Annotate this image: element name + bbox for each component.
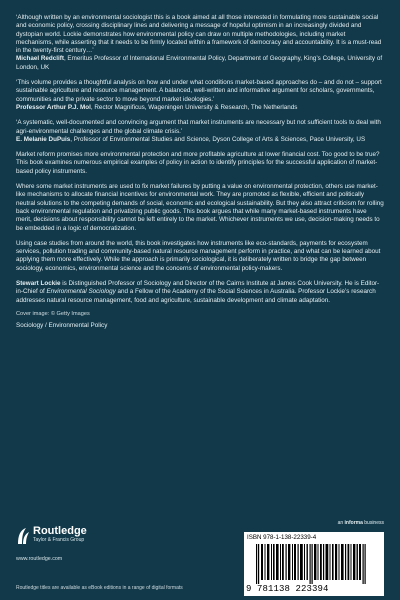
back-cover-footer [16, 520, 384, 600]
author-bio-text: is Distinguished Professor of Sociology and Director of the Cairns Institute at James Cook University. He is Editor-in-Chief of [16, 280, 380, 296]
author-name: Stewart Lockie [16, 280, 61, 288]
isbn-barcode-box [244, 532, 384, 596]
endorsement-quote: ‘Although written by an environmental sociologist this is a book aimed at all those interested in formulating more sustainable social and economic policy, crossing disciplinary lines and delivering a message of hopeful optimism in an increasingly divided and dystopian world. Lockie demonstrates how environmental policy can draw on multiple methodologies, including market mechanisms, while asserting that it needs to be firmly located within a framework of democracy and accountability. It is a must-read in the twenty-first century…’ [16, 14, 382, 55]
endorsement-quote: ‘This volume provides a thoughtful analysis on how and under what conditions market-based approaches do – and do not – support sustainable agriculture and resource management. A balanced, well-written and informative argument for scholars, governments, communities and the private sector to move beyond market ideologies.’ [16, 79, 382, 103]
publisher-logo-text [33, 526, 87, 543]
endorser-affiliation: , Professor of Environmental Studies and Science, Dyson College of Arts & Sciences, Pace University, US [70, 135, 366, 143]
cover-credit: Cover image: © Getty Images [16, 310, 90, 317]
author-bio-text: and a Fellow of the Academy of the Social Sciences in Australia. Professor Lockie’s research addresses natural resource management, food and agriculture, sustainable development and climate adaptation. [16, 288, 376, 304]
author-bio [16, 280, 384, 305]
description-paragraph: Using case studies from around the world, this book investigates how instruments like eco-standards, payments for ecosystem services, pollution trading and community-based natural resource management perform in practice, and what can be learned about applying them more effectively. While the approach is primarily sociological, it is deliberately written to bridge the gap between sociology, economics, environmental science and the concerns of environmental policy-makers. [16, 239, 381, 272]
informa-business-tag [338, 520, 384, 527]
ebook-footnote: Routledge titles are available as eBook editions in a range of digital formats [16, 585, 183, 591]
description-paragraph: Where some market instruments are used to fix market failures by putting a value on environmental protection, others use market-like mechanisms to allocate financial incentives for environmental work. They are promoted as flexible, efficient and politically neutral solutions to the competing demands of social, economic and ecological sustainability. But they also attract criticism for rolling back environmental regulation and privatizing public goods. This book argues that while many market-based instruments have merit, decisions about responsibility cannot be left entirely to the market. Whichever instruments we use, decision-making needs to be embedded in a logic of democratization. [16, 183, 384, 232]
endorsement-attribution [16, 104, 384, 112]
journal-title: Environmental Sociology [46, 288, 116, 296]
publisher-group: Taylor & Francis Group [33, 536, 85, 543]
tag-brand: informa [344, 520, 363, 526]
endorsement [16, 119, 384, 144]
endorsements [16, 14, 384, 144]
subject-category: Sociology / Environmental Policy [16, 322, 108, 330]
endorser-name: Professor Arthur P.J. Mol [16, 103, 91, 111]
endorser-affiliation: , Emeritus Professor of International Environmental Policy, Department of Geography, King’s College, University of London, UK [16, 55, 383, 71]
endorsement-attribution [16, 136, 384, 144]
endorsement [16, 14, 384, 72]
tag-prefix: an [337, 520, 345, 526]
barcode-icon [247, 544, 380, 584]
description-paragraph: Market reform promises more environmental protection and more profitable agriculture at lower financial cost. Too good to be true? This book examines numerous empirical examples of policy in action to identify principles for the successful application of market-based policy instruments. [16, 151, 380, 175]
endorser-name: Michael Redclift [16, 55, 64, 63]
isbn-label: ISBN 978-1-138-22339-4 [247, 534, 317, 541]
publisher-logo [16, 526, 87, 546]
endorser-name: E. Melanie DuPuis [16, 135, 71, 143]
tag-suffix: business [362, 520, 384, 526]
endorsement [16, 79, 384, 112]
endorsement-quote: ‘A systematic, well-documented and convincing argument that market instruments are necessary but not sufficient tools to deal with agri-environmental challenges and the global climate crisis.’ [16, 119, 381, 135]
endorser-affiliation: , Rector Magnificus, Wageningen University & Research, The Netherlands [90, 103, 298, 111]
publisher-url: www.routledge.com [16, 556, 63, 562]
isbn-barcode-digits: 9 781138 223394 [246, 584, 329, 594]
publisher-name: Routledge [33, 525, 87, 537]
routledge-logo-icon [16, 526, 30, 546]
endorsement-attribution [16, 55, 384, 72]
